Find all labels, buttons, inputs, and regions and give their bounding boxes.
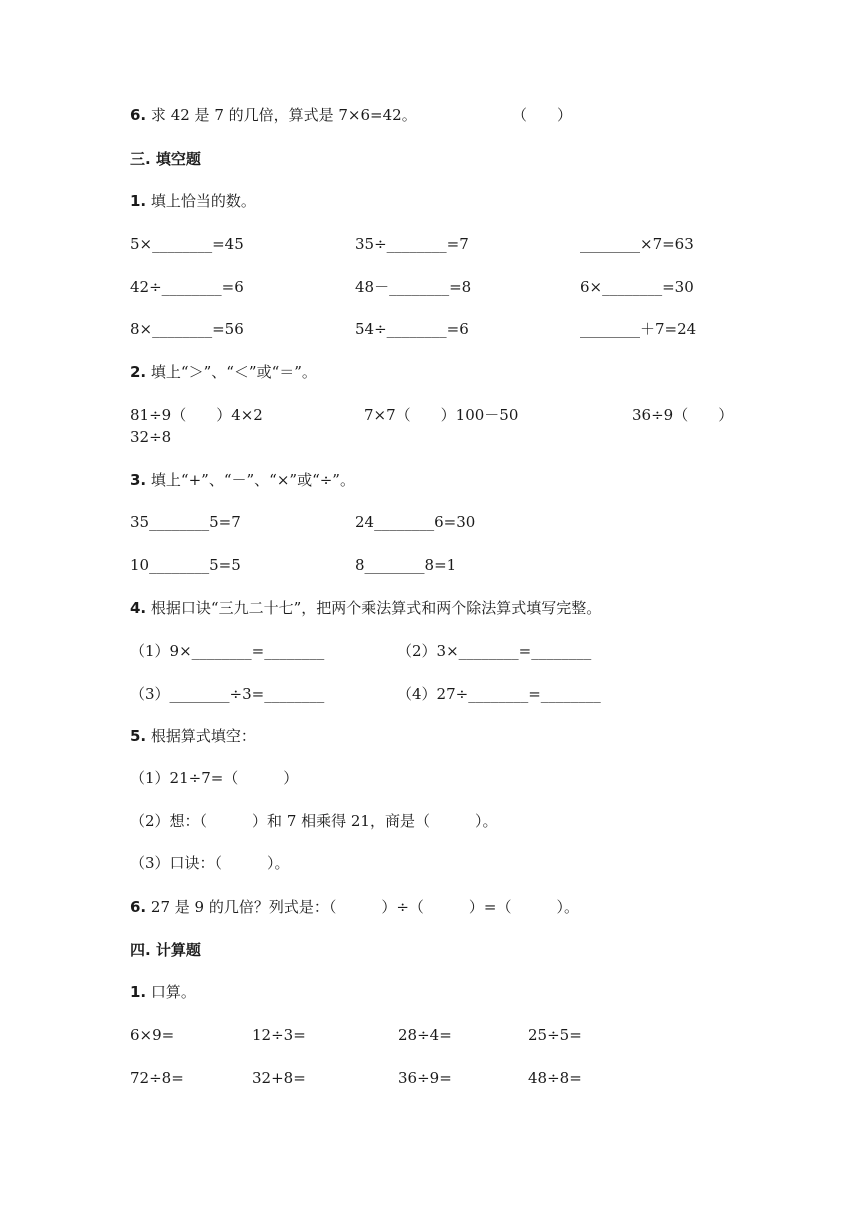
blank-item: 5×________=45 <box>130 235 244 253</box>
calc-item: 72÷8= <box>130 1069 184 1087</box>
section-title-4: 四. 计算题 <box>130 941 201 959</box>
operator-item: 24________6=30 <box>355 513 476 531</box>
answer-bracket: （ ） <box>512 106 573 124</box>
blank-item: 42÷________=6 <box>130 278 244 296</box>
blank-item: ________＋7=24 <box>580 320 697 338</box>
compare-item: 36÷9（ ） <box>632 406 734 424</box>
calc-item: 12÷3= <box>252 1026 306 1044</box>
question-number: 5. <box>130 727 147 745</box>
sub-question: （2）想：（ ）和 7 相乘得 21，商是（ ）。 <box>130 812 498 830</box>
question-number: 1. <box>130 192 147 210</box>
question-3-5 <box>130 726 256 746</box>
question-3-1 <box>130 191 256 211</box>
blank-item: 8×________=56 <box>130 320 244 338</box>
equation-item: （2）3×________=________ <box>397 642 592 660</box>
operator-item: 10________5=5 <box>130 556 241 574</box>
question-number: 3. <box>130 471 147 489</box>
calc-item: 6×9= <box>130 1026 175 1044</box>
question-number: 6. <box>130 106 147 124</box>
calc-item: 25÷5= <box>528 1026 582 1044</box>
compare-item-wrap: 32÷8 <box>130 428 172 446</box>
compare-item: 81÷9（ ）4×2 <box>130 406 263 424</box>
operator-item: 35________5=7 <box>130 513 241 531</box>
calc-item: 32+8= <box>252 1069 306 1087</box>
question-number: 4. <box>130 599 147 617</box>
sub-question: （1）21÷7=（ ） <box>130 769 299 787</box>
compare-item: 7×7（ ）100－50 <box>364 406 519 424</box>
question-2-6 <box>130 105 417 125</box>
blank-item: ________×7=63 <box>580 235 694 253</box>
blank-item: 54÷________=6 <box>355 320 469 338</box>
blank-item: 35÷________=7 <box>355 235 469 253</box>
equation-item: （4）27÷________=________ <box>397 685 601 703</box>
equation-item: （1）9×________=________ <box>130 642 325 660</box>
question-text: 填上恰当的数。 <box>150 192 256 210</box>
question-number: 2. <box>130 363 147 381</box>
question-text: 根据口诀“三九二十七”，把两个乘法算式和两个除法算式填写完整。 <box>150 599 602 617</box>
blank-item: 48－________=8 <box>355 278 472 296</box>
question-text: 口算。 <box>150 983 196 1001</box>
equation-item: （3）________÷3=________ <box>130 685 325 703</box>
question-4-1 <box>130 982 196 1002</box>
section-title-3: 三. 填空题 <box>130 150 201 168</box>
question-text: 27 是 9 的几倍？列式是：（ ）÷（ ）=（ ）。 <box>150 898 579 916</box>
question-3-6 <box>130 897 579 917</box>
question-3-2 <box>130 362 317 382</box>
question-3-3 <box>130 470 355 490</box>
sub-question: （3）口诀：（ ）。 <box>130 854 290 872</box>
question-text: 填上“＞”、“＜”或“＝”。 <box>150 363 317 381</box>
calc-item: 28÷4= <box>398 1026 452 1044</box>
question-number: 1. <box>130 983 147 1001</box>
question-text: 求 42 是 7 的几倍，算式是 7×6=42。 <box>150 106 417 124</box>
operator-item: 8________8=1 <box>355 556 457 574</box>
calc-item: 48÷8= <box>528 1069 582 1087</box>
question-3-4 <box>130 598 601 618</box>
calc-item: 36÷9= <box>398 1069 452 1087</box>
blank-item: 6×________=30 <box>580 278 694 296</box>
question-number: 6. <box>130 898 147 916</box>
question-text: 填上“+”、“－”、“×”或“÷”。 <box>150 471 355 489</box>
question-text: 根据算式填空： <box>150 727 256 745</box>
